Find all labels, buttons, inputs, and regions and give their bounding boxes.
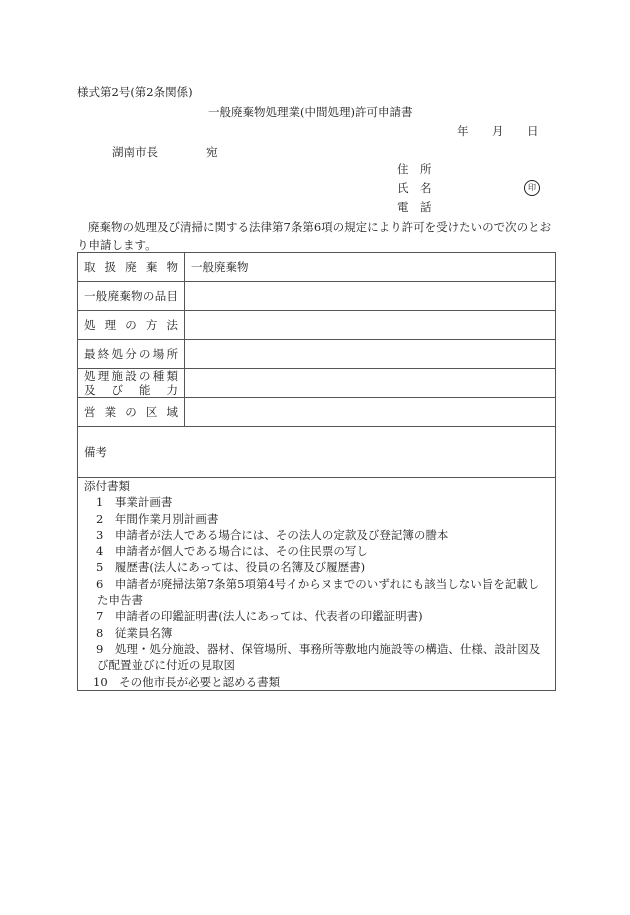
remarks-row <box>78 427 556 478</box>
date-year: 年 <box>457 124 469 138</box>
attachments-cell <box>78 478 556 691</box>
document-title: 一般廃棄物処理業(中間処理)許可申請書 <box>208 105 413 119</box>
row-label: 営業の区域 <box>78 398 185 427</box>
table-row <box>78 282 556 311</box>
table-row <box>78 311 556 340</box>
table-row <box>78 340 556 369</box>
addressee-honorific: 宛 <box>206 145 218 159</box>
row-label: 処理施設の種類 及び能力 <box>78 369 185 398</box>
list-item: 9 処理・処分施設、器材、保管場所、事務所等敷地内施設等の構造、仕様、設計図及 <box>96 641 541 656</box>
applicant-phone-label: 電 話 <box>397 200 432 214</box>
list-item: 2 年間作業月別計画書 <box>96 511 219 526</box>
list-item: 4 申請者が個人である場合には、その住民票の写し <box>96 544 368 559</box>
date-month: 月 <box>492 124 504 138</box>
list-item: 7 申請者の印鑑証明書(法人にあっては、代表者の印鑑証明書) <box>96 609 423 624</box>
list-item: 6 申請者が廃掃法第7条第5項第4号イからヌまでのいずれにも該当しない旨を記載し <box>96 576 540 591</box>
row-label: 最終処分の場所 <box>78 340 185 369</box>
intro-paragraph: 廃棄物の処理及び清掃に関する法律第7条第6項の規定により許可を受けたいので次のとおり申請します。 <box>77 220 552 252</box>
row-value: 一般廃棄物 <box>185 253 556 282</box>
form-number: 様式第2号(第2条関係) <box>77 85 193 99</box>
remarks-label: 備考 <box>78 427 556 478</box>
list-item: 3 申請者が法人である場合には、その法人の定款及び登記簿の謄本 <box>96 527 449 542</box>
seal-mark: 印 <box>524 180 540 196</box>
row-label: 一般廃棄物の品目 <box>78 282 185 311</box>
addressee: 湖南市長 <box>112 145 158 159</box>
list-item-continuation: び配置並びに付近の見取図 <box>97 658 235 673</box>
row-label: 処理の方法 <box>78 311 185 340</box>
row-value <box>185 340 556 369</box>
row-value <box>185 311 556 340</box>
row-value <box>185 398 556 427</box>
row-value <box>185 282 556 311</box>
application-table <box>77 252 556 691</box>
row-value <box>185 369 556 398</box>
list-item: 10 その他市長が必要と認める書類 <box>93 674 281 689</box>
table-row <box>78 369 556 398</box>
list-item: 1 事業計画書 <box>96 495 173 510</box>
list-item-continuation: た申告書 <box>97 593 143 608</box>
attachments-row <box>78 478 556 691</box>
list-item: 8 従業員名簿 <box>96 625 173 640</box>
applicant-address-label: 住 所 <box>397 162 432 176</box>
row-label: 取扱廃棄物 <box>78 253 185 282</box>
list-item: 5 履歴書(法人にあっては、役員の名簿及び履歴書) <box>96 560 366 575</box>
date-day: 日 <box>527 124 539 138</box>
applicant-name-label: 氏 名 <box>397 181 432 195</box>
table-row <box>78 398 556 427</box>
table-row <box>78 253 556 282</box>
attachments-label: 添付書類 <box>84 479 130 493</box>
